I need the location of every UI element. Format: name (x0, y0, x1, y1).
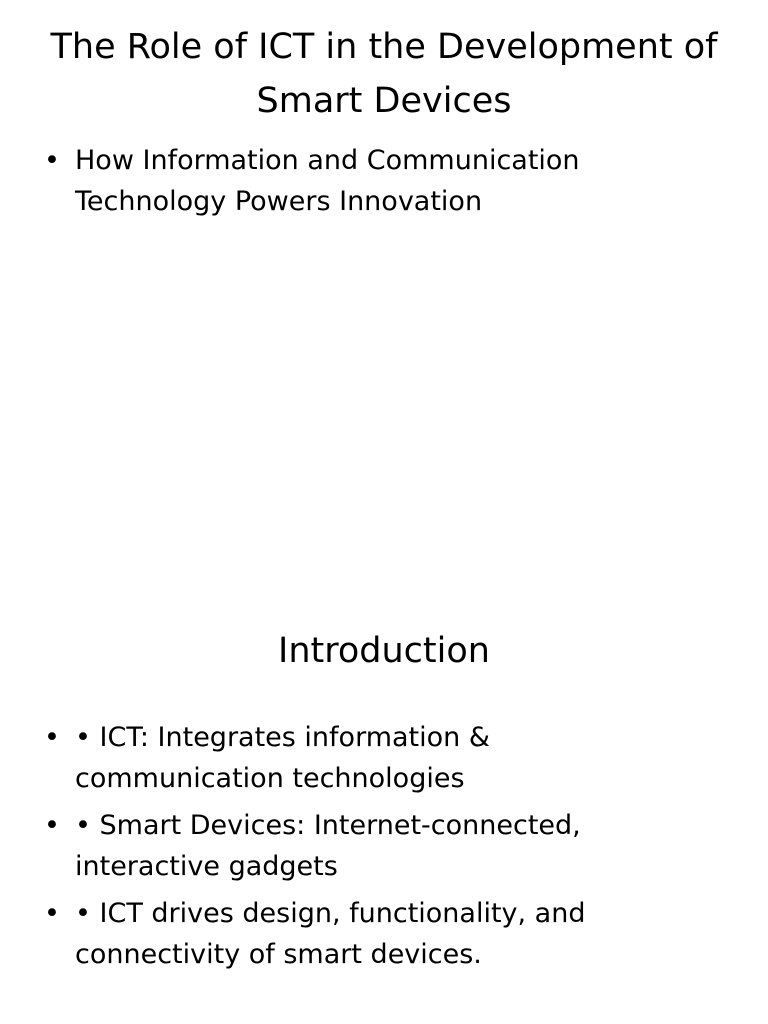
bullet-text: • ICT drives design, functionality, and connectivity of smart devices. (75, 898, 586, 970)
bullet-icon: • (44, 145, 60, 176)
bullet-icon: • (44, 810, 60, 841)
list-item (44, 717, 704, 799)
list-item (44, 805, 704, 887)
bullet-list (44, 717, 704, 981)
bullet-text: • ICT: Integrates information & communication technologies (75, 722, 490, 794)
list-item (44, 140, 704, 222)
bullet-list (44, 140, 704, 228)
bullet-icon: • (44, 722, 60, 753)
bullet-icon: • (44, 898, 60, 929)
list-item (44, 893, 704, 975)
bullet-text: • Smart Devices: Internet-connected, interactive gadgets (75, 810, 581, 882)
slide-title: The Role of ICT in the Development of Smart Devices (50, 27, 718, 121)
slide-title: Introduction (278, 631, 490, 671)
bullet-text: How Information and Communication Technology Powers Innovation (75, 145, 580, 217)
slide-2 (0, 512, 768, 1024)
